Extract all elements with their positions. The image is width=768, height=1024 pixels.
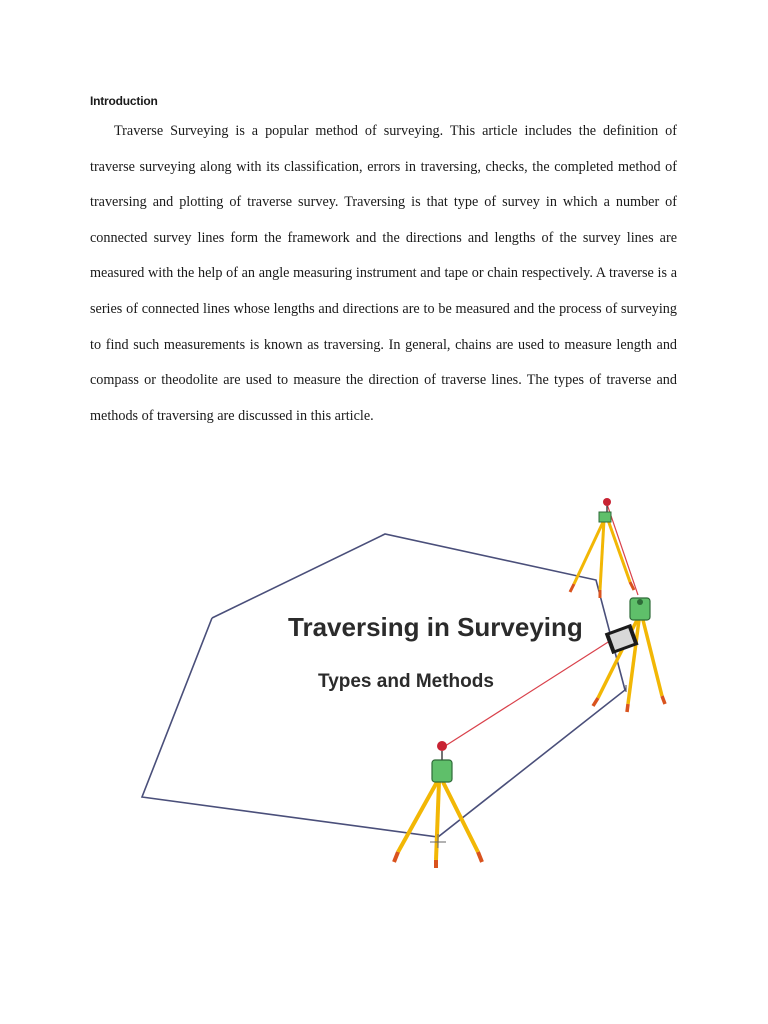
target-top: [603, 498, 611, 506]
tripod-right: [593, 598, 665, 712]
sight-line-top: [607, 504, 638, 595]
traversing-illustration: [130, 490, 680, 870]
target-bottom: [437, 741, 447, 751]
tripod-bottom: [394, 741, 482, 868]
figure-subtitle: Types and Methods: [318, 671, 494, 692]
intro-paragraph: Traverse Surveying is a popular method of surveying. This article includes the definition of traverse surveying along with its classification, errors in traversing, checks, the completed method of traversing and plotting of traverse survey. Traversing is that type of survey in which a number of connected survey lines form the framework and the directions and lengths of the survey lines are measured with the help of an angle measuring instrument and tape or chain respectively. A traverse is a series of connected lines whose lengths and directions are to be measured and the process of surveying to find such measurements is known as traversing. In general, chains are used to measure length and compass or theodolite are used to measure the direction of traverse lines. The types of traverse and methods of traversing are discussed in this article.: [90, 123, 677, 424]
figure-title: Traversing in Surveying: [288, 612, 583, 642]
tripod-top: [570, 498, 634, 598]
traversing-figure: [130, 490, 680, 870]
section-heading: Introduction: [90, 94, 158, 108]
